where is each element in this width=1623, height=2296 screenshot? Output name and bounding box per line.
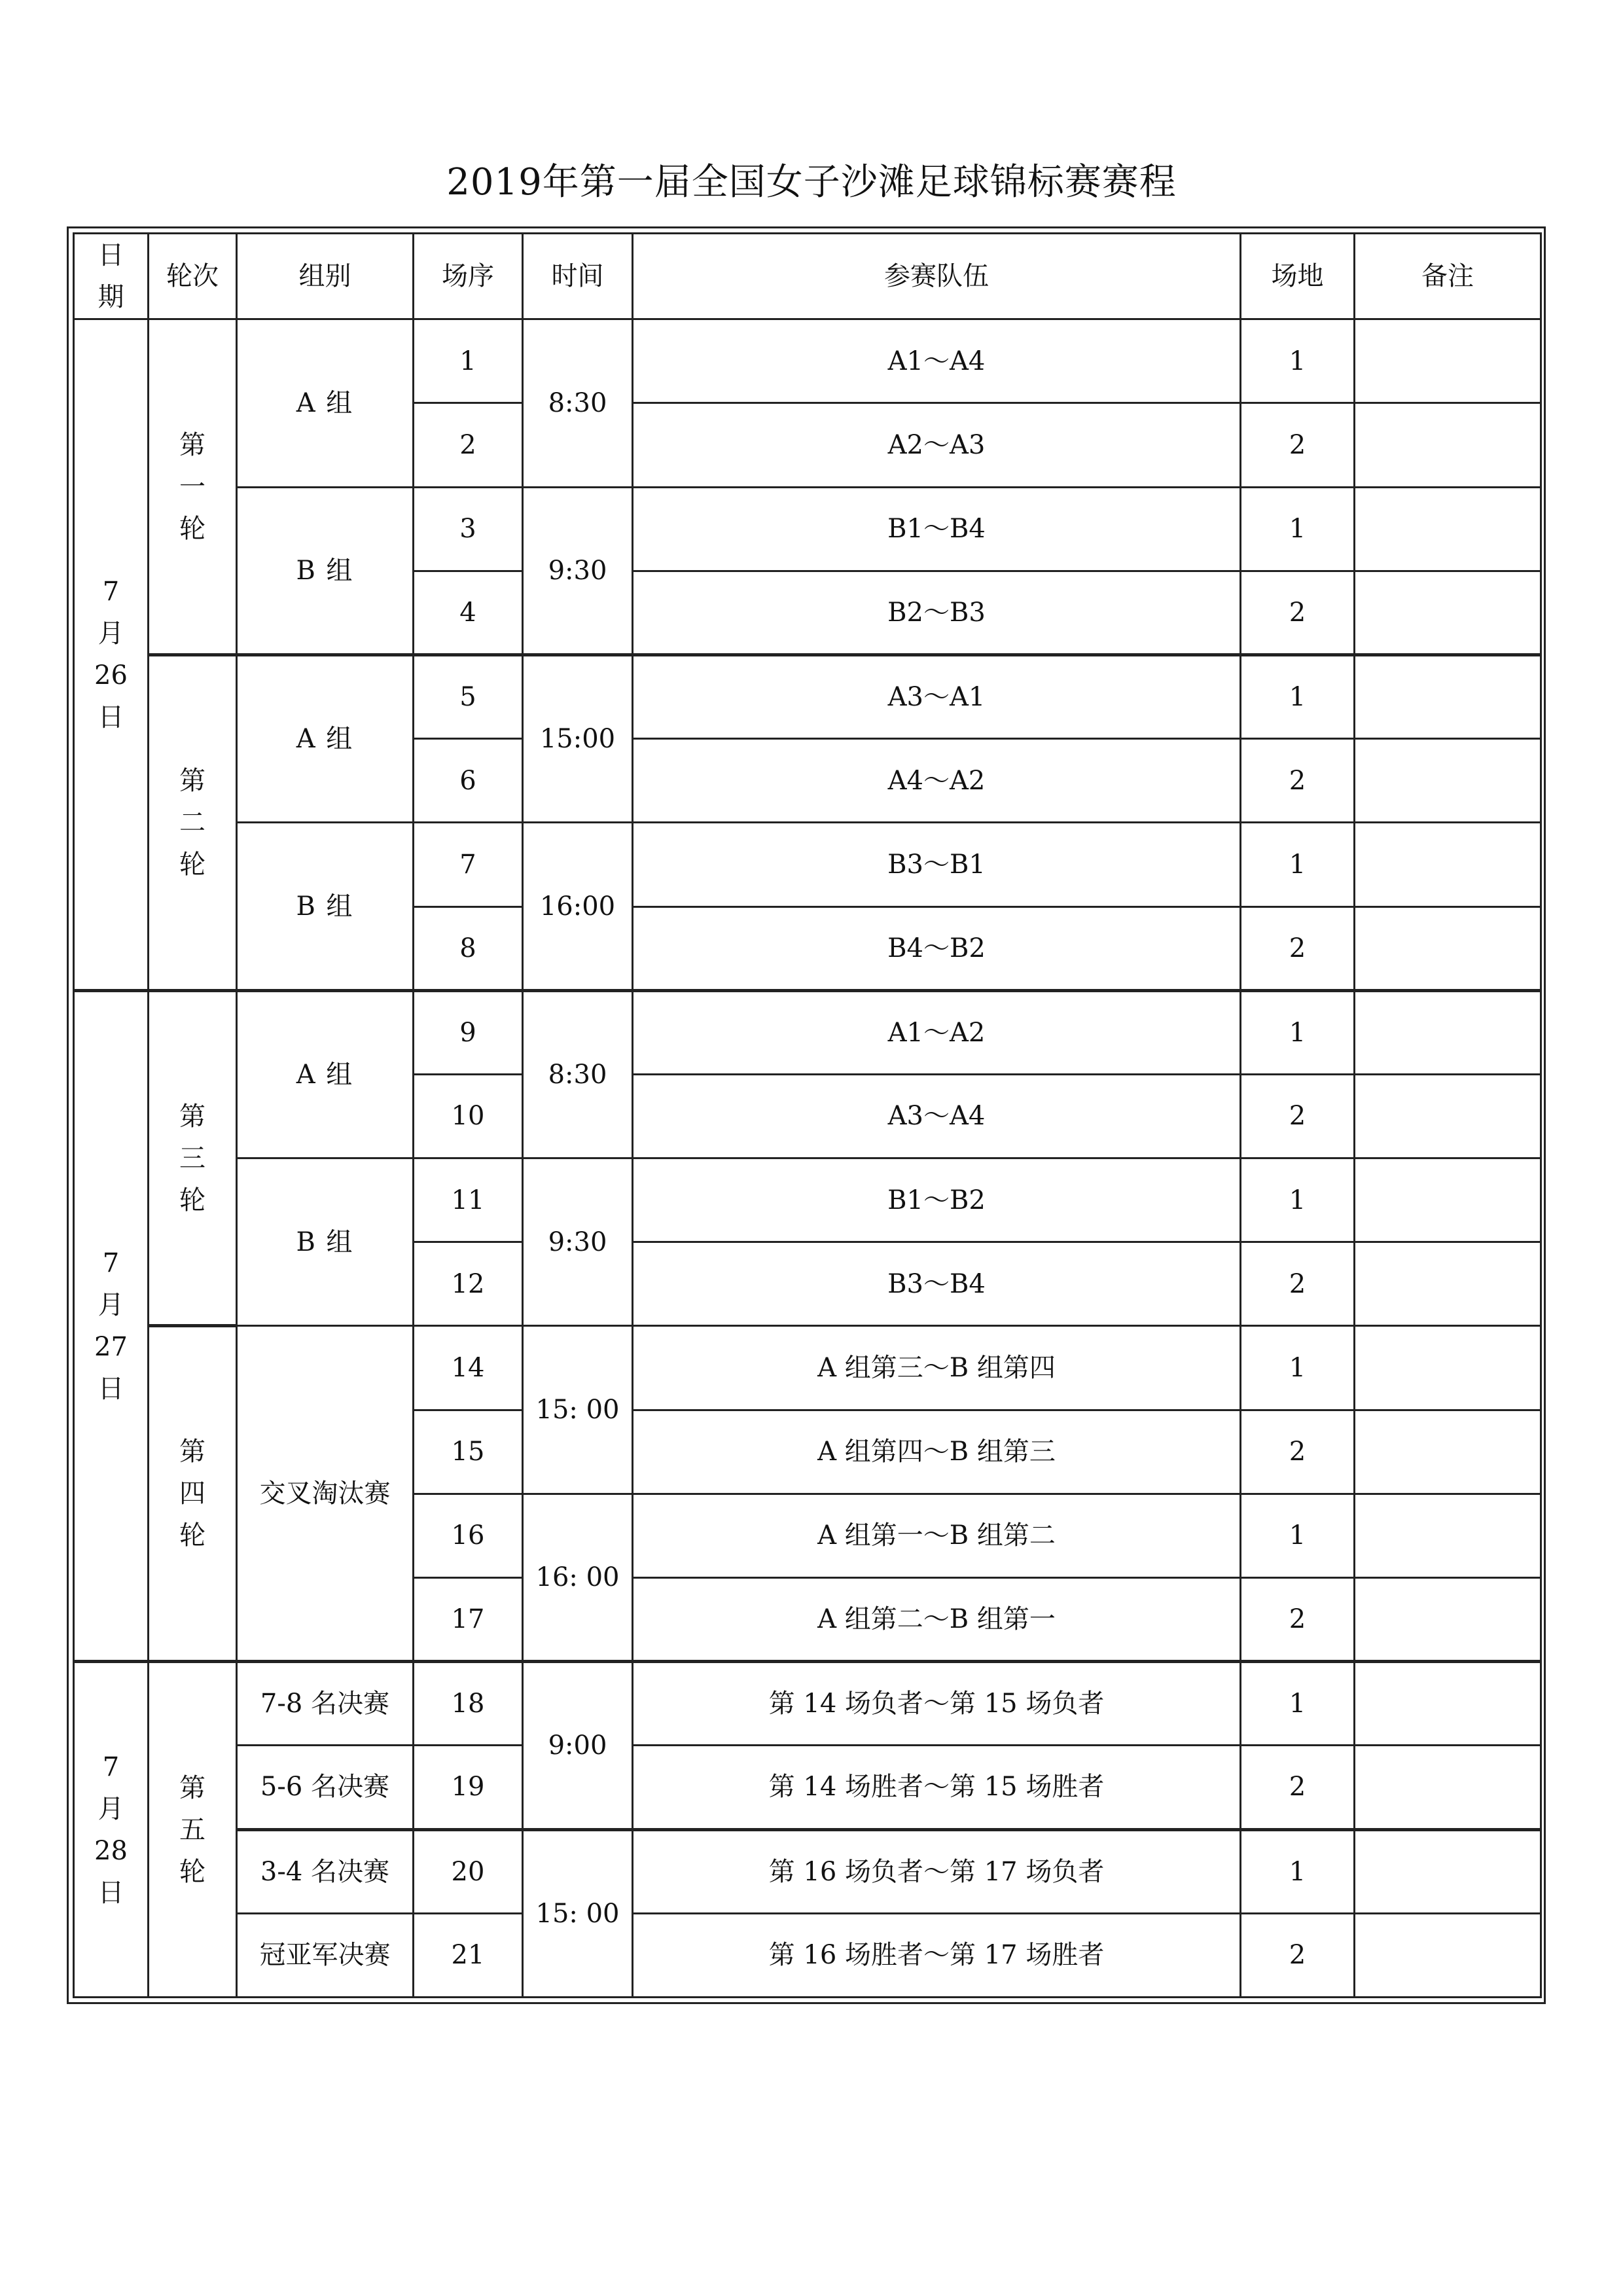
match-no: 14: [414, 1326, 523, 1410]
match-no: 9: [414, 990, 523, 1074]
date-cell-0728: [74, 1662, 149, 1998]
table-row: [74, 823, 1541, 906]
venue-cell: 1: [1241, 1662, 1355, 1746]
header-venue: 场地: [1241, 234, 1355, 319]
venue-cell: 2: [1241, 906, 1355, 990]
notes-cell: [1355, 655, 1541, 738]
date-char: 日: [98, 1373, 124, 1404]
teams-cell: A1～A4: [633, 319, 1241, 403]
teams-cell: A3～A4: [633, 1074, 1241, 1158]
match-no: 6: [414, 739, 523, 823]
notes-cell: [1355, 1578, 1541, 1662]
header-match-no: 场序: [414, 234, 523, 319]
match-no: 15: [414, 1410, 523, 1494]
date-char: 7: [102, 1751, 120, 1782]
venue-cell: 1: [1241, 1494, 1355, 1577]
teams-cell: A3～A1: [633, 655, 1241, 738]
notes-cell: [1355, 1158, 1541, 1242]
date-cell-0727: [74, 990, 149, 1662]
notes-cell: [1355, 1326, 1541, 1410]
match-no: 19: [414, 1746, 523, 1829]
venue-cell: 2: [1241, 1913, 1355, 1997]
round-char: 三: [179, 1143, 205, 1174]
round-cell-5: [149, 1662, 237, 1998]
teams-cell: A 组第一～B 组第二: [633, 1494, 1241, 1577]
group-cell: B 组: [237, 1158, 414, 1326]
header-time: 时间: [523, 234, 633, 319]
round-char: 轮: [179, 1856, 205, 1887]
match-no: 16: [414, 1494, 523, 1577]
venue-cell: 1: [1241, 1326, 1355, 1410]
time-cell: 9:30: [523, 487, 633, 655]
round-char: 第: [179, 1772, 205, 1803]
round-char: 第: [179, 1101, 205, 1132]
round-char: 轮: [179, 1185, 205, 1215]
teams-cell: 第 16 场胜者～第 17 场胜者: [633, 1913, 1241, 1997]
venue-cell: 2: [1241, 1410, 1355, 1494]
round-char: 轮: [179, 1520, 205, 1551]
round-char: 第: [179, 765, 205, 796]
match-no: 21: [414, 1913, 523, 1997]
header-notes: 备注: [1355, 234, 1541, 319]
round-char: 轮: [179, 513, 205, 544]
venue-cell: 2: [1241, 403, 1355, 487]
notes-cell: [1355, 319, 1541, 403]
teams-cell: A1～A2: [633, 990, 1241, 1074]
match-no: 7: [414, 823, 523, 906]
round-char: 轮: [179, 849, 205, 880]
date-char: 27: [94, 1331, 128, 1362]
page-title: 2019年第一届全国女子沙滩足球锦标赛赛程: [446, 161, 1177, 204]
match-no: 17: [414, 1578, 523, 1662]
venue-cell: 1: [1241, 823, 1355, 906]
teams-cell: B4～B2: [633, 906, 1241, 990]
notes-cell: [1355, 990, 1541, 1074]
notes-cell: [1355, 1074, 1541, 1158]
notes-cell: [1355, 403, 1541, 487]
round-char: 第: [179, 429, 205, 460]
table-header-row: [74, 234, 1541, 319]
header-round: 轮次: [149, 234, 237, 319]
venue-cell: 2: [1241, 1074, 1355, 1158]
group-cell: 7-8 名决赛: [237, 1662, 414, 1746]
venue-cell: 1: [1241, 990, 1355, 1074]
teams-cell: B3～B4: [633, 1242, 1241, 1326]
teams-cell: 第 16 场负者～第 17 场负者: [633, 1829, 1241, 1913]
round-char: 第: [179, 1437, 205, 1467]
round-char: 五: [179, 1814, 205, 1845]
match-no: 20: [414, 1829, 523, 1913]
notes-cell: [1355, 1662, 1541, 1746]
venue-cell: 2: [1241, 1242, 1355, 1326]
group-cell: B 组: [237, 487, 414, 655]
group-cell: A 组: [237, 990, 414, 1158]
date-char: 7: [102, 1247, 120, 1278]
notes-cell: [1355, 1494, 1541, 1577]
round-cell-1: [149, 319, 237, 655]
time-cell: 9:30: [523, 1158, 633, 1326]
group-cell: A 组: [237, 319, 414, 487]
notes-cell: [1355, 906, 1541, 990]
time-cell: 15: 00: [523, 1326, 633, 1494]
table-row: [74, 655, 1541, 738]
teams-cell: A2～A3: [633, 403, 1241, 487]
match-no: 3: [414, 487, 523, 571]
teams-cell: A 组第四～B 组第三: [633, 1410, 1241, 1494]
venue-cell: 1: [1241, 1158, 1355, 1242]
group-cell: 交叉淘汰赛: [237, 1326, 414, 1662]
notes-cell: [1355, 823, 1541, 906]
round-cell-2: [149, 655, 237, 990]
date-cell-0726: [74, 319, 149, 991]
date-char: 月: [98, 618, 124, 649]
notes-cell: [1355, 1242, 1541, 1326]
venue-cell: 2: [1241, 571, 1355, 655]
date-char: 7: [102, 576, 120, 607]
group-cell: 冠亚军决赛: [237, 1913, 414, 1997]
match-no: 11: [414, 1158, 523, 1242]
table-row: [74, 319, 1541, 403]
table-row: [74, 1746, 1541, 1829]
header-group: 组别: [237, 234, 414, 319]
group-cell: 5-6 名决赛: [237, 1746, 414, 1829]
teams-cell: B2～B3: [633, 571, 1241, 655]
venue-cell: 1: [1241, 655, 1355, 738]
table-row: [74, 1662, 1541, 1746]
time-cell: 16: 00: [523, 1494, 633, 1661]
notes-cell: [1355, 739, 1541, 823]
teams-cell: 第 14 场胜者～第 15 场胜者: [633, 1746, 1241, 1829]
date-char: 28: [94, 1835, 128, 1866]
time-cell: 16:00: [523, 823, 633, 990]
date-char: 月: [98, 1793, 124, 1824]
round-char: 一: [179, 471, 205, 502]
venue-cell: 1: [1241, 487, 1355, 571]
header-date: [74, 234, 149, 319]
table-row: [74, 990, 1541, 1074]
table-row: [74, 1326, 1541, 1410]
header-date-char: 日: [98, 240, 124, 271]
venue-cell: 2: [1241, 1578, 1355, 1662]
match-no: 12: [414, 1242, 523, 1326]
schedule-table: [73, 232, 1542, 1998]
notes-cell: [1355, 571, 1541, 655]
date-char: 日: [98, 702, 124, 732]
match-no: 4: [414, 571, 523, 655]
table-row: [74, 487, 1541, 571]
header-teams: 参赛队伍: [633, 234, 1241, 319]
venue-cell: 1: [1241, 1829, 1355, 1913]
teams-cell: B1～B4: [633, 487, 1241, 571]
date-char: 日: [98, 1877, 124, 1908]
match-no: 10: [414, 1074, 523, 1158]
group-cell: B 组: [237, 823, 414, 990]
venue-cell: 1: [1241, 319, 1355, 403]
time-cell: 15:00: [523, 655, 633, 822]
venue-cell: 2: [1241, 1746, 1355, 1829]
notes-cell: [1355, 487, 1541, 571]
time-cell: 9:00: [523, 1662, 633, 1829]
notes-cell: [1355, 1829, 1541, 1913]
date-char: 26: [94, 660, 128, 691]
date-char: 月: [98, 1289, 124, 1320]
group-cell: 3-4 名决赛: [237, 1829, 414, 1913]
round-char: 二: [179, 807, 205, 838]
time-cell: 8:30: [523, 990, 633, 1158]
teams-cell: B1～B2: [633, 1158, 1241, 1242]
teams-cell: 第 14 场负者～第 15 场负者: [633, 1662, 1241, 1746]
round-cell-4: [149, 1326, 237, 1662]
round-char: 四: [179, 1479, 205, 1509]
notes-cell: [1355, 1746, 1541, 1829]
match-no: 1: [414, 319, 523, 403]
match-no: 5: [414, 655, 523, 738]
header-date-char: 期: [98, 282, 124, 313]
notes-cell: [1355, 1913, 1541, 1997]
table-row: [74, 1913, 1541, 1997]
teams-cell: A 组第三～B 组第四: [633, 1326, 1241, 1410]
time-cell: 15: 00: [523, 1829, 633, 1997]
match-no: 8: [414, 906, 523, 990]
match-no: 2: [414, 403, 523, 487]
group-cell: A 组: [237, 655, 414, 822]
time-cell: 8:30: [523, 319, 633, 487]
table-row: [74, 1158, 1541, 1242]
venue-cell: 2: [1241, 739, 1355, 823]
teams-cell: B3～B1: [633, 823, 1241, 906]
table-row: [74, 1829, 1541, 1913]
round-cell-3: [149, 990, 237, 1326]
notes-cell: [1355, 1410, 1541, 1494]
teams-cell: A4～A2: [633, 739, 1241, 823]
teams-cell: A 组第二～B 组第一: [633, 1578, 1241, 1662]
match-no: 18: [414, 1662, 523, 1746]
